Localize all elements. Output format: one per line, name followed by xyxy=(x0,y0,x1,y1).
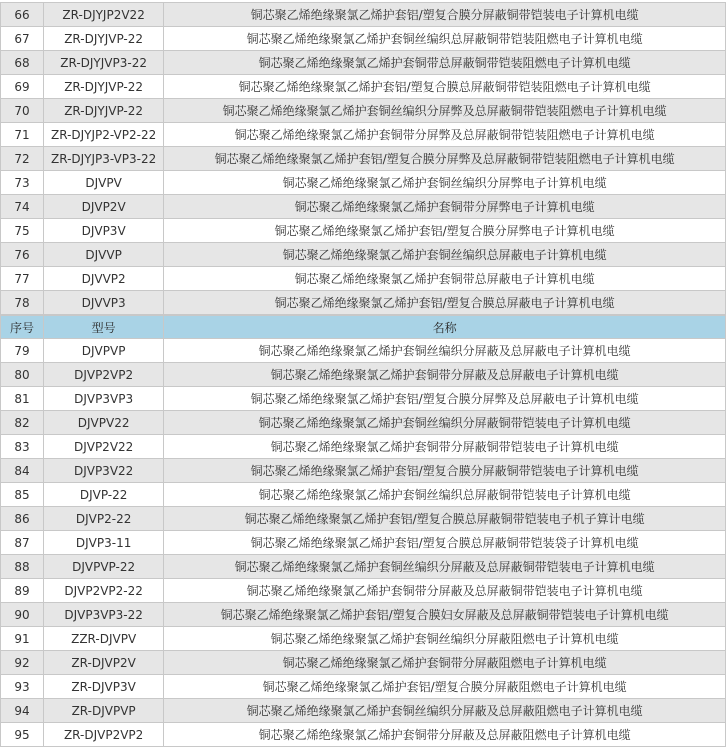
product-name: 铜芯聚乙烯绝缘聚氯乙烯护套铜丝编织总屏蔽铜带铠装阻燃电子计算机电缆 xyxy=(164,27,726,51)
model-code: ZR-DJVPVP xyxy=(44,699,164,723)
product-name: 铜芯聚乙烯绝缘聚氯乙烯护套铜丝编织分屏蔽及总屏蔽电子计算机电缆 xyxy=(164,339,726,363)
cable-table-top xyxy=(0,2,726,315)
header-row xyxy=(1,316,726,339)
row-number: 85 xyxy=(1,483,44,507)
header-number: 序号 xyxy=(1,316,44,339)
table-row xyxy=(1,3,726,27)
header-name: 名称 xyxy=(164,316,726,339)
table-row xyxy=(1,603,726,627)
row-number: 70 xyxy=(1,99,44,123)
model-code: DJVP3V22 xyxy=(44,459,164,483)
row-number: 80 xyxy=(1,363,44,387)
model-code: ZR-DJYJVP-22 xyxy=(44,75,164,99)
row-number: 75 xyxy=(1,219,44,243)
table-row xyxy=(1,171,726,195)
table-row xyxy=(1,483,726,507)
product-name: 铜芯聚乙烯绝缘聚氯乙烯护套铝/塑复合膜妇女屏蔽及总屏蔽铜带铠装电子计算机电缆 xyxy=(164,603,726,627)
model-code: DJVP2-22 xyxy=(44,507,164,531)
row-number: 89 xyxy=(1,579,44,603)
row-number: 84 xyxy=(1,459,44,483)
table-row xyxy=(1,555,726,579)
table-row xyxy=(1,531,726,555)
model-code: DJVP3V xyxy=(44,219,164,243)
table-row xyxy=(1,99,726,123)
model-code: DJVP2VP2-22 xyxy=(44,579,164,603)
table-row xyxy=(1,387,726,411)
product-name: 铜芯聚乙烯绝缘聚氯乙烯护套铜丝编织总屏蔽电子计算机电缆 xyxy=(164,243,726,267)
product-name: 铜芯聚乙烯绝缘聚氯乙烯护套铝/塑复合膜总屏蔽电子计算机电缆 xyxy=(164,291,726,315)
model-code: ZR-DJVP2V xyxy=(44,651,164,675)
row-number: 95 xyxy=(1,723,44,747)
row-number: 67 xyxy=(1,27,44,51)
table-row xyxy=(1,51,726,75)
product-name: 铜芯聚乙烯绝缘聚氯乙烯护套铜带分屏蔽及总屏蔽电子计算机电缆 xyxy=(164,363,726,387)
table-row xyxy=(1,219,726,243)
row-number: 88 xyxy=(1,555,44,579)
product-name: 铜芯聚乙烯绝缘聚氯乙烯护套铜丝编织分屏蔽阻燃电子计算机电缆 xyxy=(164,627,726,651)
table-row xyxy=(1,267,726,291)
row-number: 78 xyxy=(1,291,44,315)
model-code: ZR-DJVP2VP2 xyxy=(44,723,164,747)
header-model: 型号 xyxy=(44,316,164,339)
row-number: 68 xyxy=(1,51,44,75)
product-name: 铜芯聚乙烯绝缘聚氯乙烯护套铜带分屏弊电子计算机电缆 xyxy=(164,195,726,219)
model-code: DJVPVP-22 xyxy=(44,555,164,579)
model-code: DJVVP2 xyxy=(44,267,164,291)
product-name: 铜芯聚乙烯绝缘聚氯乙烯护套铝/塑复合膜分屏蔽铜带铠装电子计算机电缆 xyxy=(164,459,726,483)
cable-table-bottom xyxy=(0,315,726,747)
product-name: 铜芯聚乙烯绝缘聚氯乙烯护套铜带总屏蔽电子计算机电缆 xyxy=(164,267,726,291)
table-row xyxy=(1,411,726,435)
row-number: 71 xyxy=(1,123,44,147)
table-row xyxy=(1,339,726,363)
row-number: 79 xyxy=(1,339,44,363)
product-name: 铜芯聚乙烯绝缘聚氯乙烯护套铝/塑复合膜总屏蔽铜带铠装袋子计算机电缆 xyxy=(164,531,726,555)
product-name: 铜芯聚乙烯绝缘聚氯乙烯护套铝/塑复合膜分屏蔽铜带铠装电子计算机电缆 xyxy=(164,3,726,27)
model-code: ZR-DJVP3V xyxy=(44,675,164,699)
table-row xyxy=(1,363,726,387)
product-name: 铜芯聚乙烯绝缘聚氯乙烯护套铜带分屏蔽铜带铠装电子计算机电缆 xyxy=(164,435,726,459)
product-name: 铜芯聚乙烯绝缘聚氯乙烯护套铝/塑复合膜总屏蔽铜带铠装阻燃电子计算机电缆 xyxy=(164,75,726,99)
table-row xyxy=(1,75,726,99)
row-number: 93 xyxy=(1,675,44,699)
table-row xyxy=(1,675,726,699)
row-number: 87 xyxy=(1,531,44,555)
product-name: 铜芯聚乙烯绝缘聚氯乙烯护套铜丝编织总屏蔽铜带铠装电子计算机电缆 xyxy=(164,483,726,507)
model-code: DJVP3VP3 xyxy=(44,387,164,411)
model-code: DJVVP3 xyxy=(44,291,164,315)
product-name: 铜芯聚乙烯绝缘聚氯乙烯护套铜带分屏蔽及总屏蔽阻燃电子计算机电缆 xyxy=(164,723,726,747)
model-code: ZR-DJYJP3-VP3-22 xyxy=(44,147,164,171)
table-row xyxy=(1,723,726,747)
product-name: 铜芯聚乙烯绝缘聚氯乙烯护套铝/塑复合膜总屏蔽铜带铠装电子机子算计电缆 xyxy=(164,507,726,531)
table-row xyxy=(1,699,726,723)
model-code: ZR-DJYJVP-22 xyxy=(44,27,164,51)
product-name: 铜芯聚乙烯绝缘聚氯乙烯护套铜丝编织分屏蔽及总屏蔽铜带铠装电子计算机电缆 xyxy=(164,555,726,579)
product-name: 铜芯聚乙烯绝缘聚氯乙烯护套铜丝编织分屏弊及总屏蔽铜带铠装阻燃电子计算机电缆 xyxy=(164,99,726,123)
model-code: DJVP3VP3-22 xyxy=(44,603,164,627)
product-name: 铜芯聚乙烯绝缘聚氯乙烯护套铜丝编织分屏蔽铜带铠装电子计算机电缆 xyxy=(164,411,726,435)
table-row xyxy=(1,27,726,51)
table-row xyxy=(1,651,726,675)
table-row xyxy=(1,459,726,483)
model-code: ZR-DJYJVP3-22 xyxy=(44,51,164,75)
row-number: 82 xyxy=(1,411,44,435)
model-code: DJVP2V22 xyxy=(44,435,164,459)
row-number: 69 xyxy=(1,75,44,99)
model-code: DJVP-22 xyxy=(44,483,164,507)
row-number: 92 xyxy=(1,651,44,675)
table-row xyxy=(1,243,726,267)
row-number: 73 xyxy=(1,171,44,195)
product-name: 铜芯聚乙烯绝缘聚氯乙烯护套铜丝编织分屏弊电子计算机电缆 xyxy=(164,171,726,195)
row-number: 74 xyxy=(1,195,44,219)
table-row xyxy=(1,123,726,147)
table-row xyxy=(1,627,726,651)
table-row xyxy=(1,435,726,459)
model-code: DJVPV xyxy=(44,171,164,195)
table-row xyxy=(1,195,726,219)
row-number: 72 xyxy=(1,147,44,171)
table-header xyxy=(1,316,726,339)
cable-table-top-body xyxy=(1,3,726,315)
model-code: DJVVP xyxy=(44,243,164,267)
product-name: 铜芯聚乙烯绝缘聚氯乙烯护套铝/塑复合膜分屏弊及总屏蔽电子计算机电缆 xyxy=(164,387,726,411)
table-row xyxy=(1,147,726,171)
model-code: DJVP2V xyxy=(44,195,164,219)
product-name: 铜芯聚乙烯绝缘聚氯乙烯护套铜带分屏弊及总屏蔽铜带铠装阻燃电子计算机电缆 xyxy=(164,123,726,147)
table-row xyxy=(1,507,726,531)
row-number: 77 xyxy=(1,267,44,291)
row-number: 66 xyxy=(1,3,44,27)
product-name: 铜芯聚乙烯绝缘聚氯乙烯护套铜带分屏蔽阻燃电子计算机电缆 xyxy=(164,651,726,675)
product-name: 铜芯聚乙烯绝缘聚氯乙烯护套铝/塑复合膜分屏蔽阻燃电子计算机电缆 xyxy=(164,675,726,699)
row-number: 91 xyxy=(1,627,44,651)
table-row xyxy=(1,291,726,315)
product-name: 铜芯聚乙烯绝缘聚氯乙烯护套铜带总屏蔽铜带铠装阻燃电子计算机电缆 xyxy=(164,51,726,75)
model-code: ZZR-DJVPV xyxy=(44,627,164,651)
model-code: DJVPVP xyxy=(44,339,164,363)
model-code: DJVP3-11 xyxy=(44,531,164,555)
row-number: 86 xyxy=(1,507,44,531)
product-name: 铜芯聚乙烯绝缘聚氯乙烯护套铜带分屏蔽及总屏蔽铜带铠装电子计算机电缆 xyxy=(164,579,726,603)
product-name: 铜芯聚乙烯绝缘聚氯乙烯护套铝/塑复合膜分屏弊及总屏蔽铜带铠装阻燃电子计算机电缆 xyxy=(164,147,726,171)
row-number: 76 xyxy=(1,243,44,267)
model-code: DJVP2VP2 xyxy=(44,363,164,387)
row-number: 83 xyxy=(1,435,44,459)
model-code: ZR-DJYJP2V22 xyxy=(44,3,164,27)
model-code: ZR-DJYJP2-VP2-22 xyxy=(44,123,164,147)
product-name: 铜芯聚乙烯绝缘聚氯乙烯护套铜丝编织分屏蔽及总屏蔽阻燃电子计算机电缆 xyxy=(164,699,726,723)
row-number: 90 xyxy=(1,603,44,627)
model-code: ZR-DJYJVP-22 xyxy=(44,99,164,123)
model-code: DJVPV22 xyxy=(44,411,164,435)
row-number: 94 xyxy=(1,699,44,723)
table-row xyxy=(1,579,726,603)
cable-table-bottom-body xyxy=(1,339,726,747)
row-number: 81 xyxy=(1,387,44,411)
product-name: 铜芯聚乙烯绝缘聚氯乙烯护套铝/塑复合膜分屏弊电子计算机电缆 xyxy=(164,219,726,243)
